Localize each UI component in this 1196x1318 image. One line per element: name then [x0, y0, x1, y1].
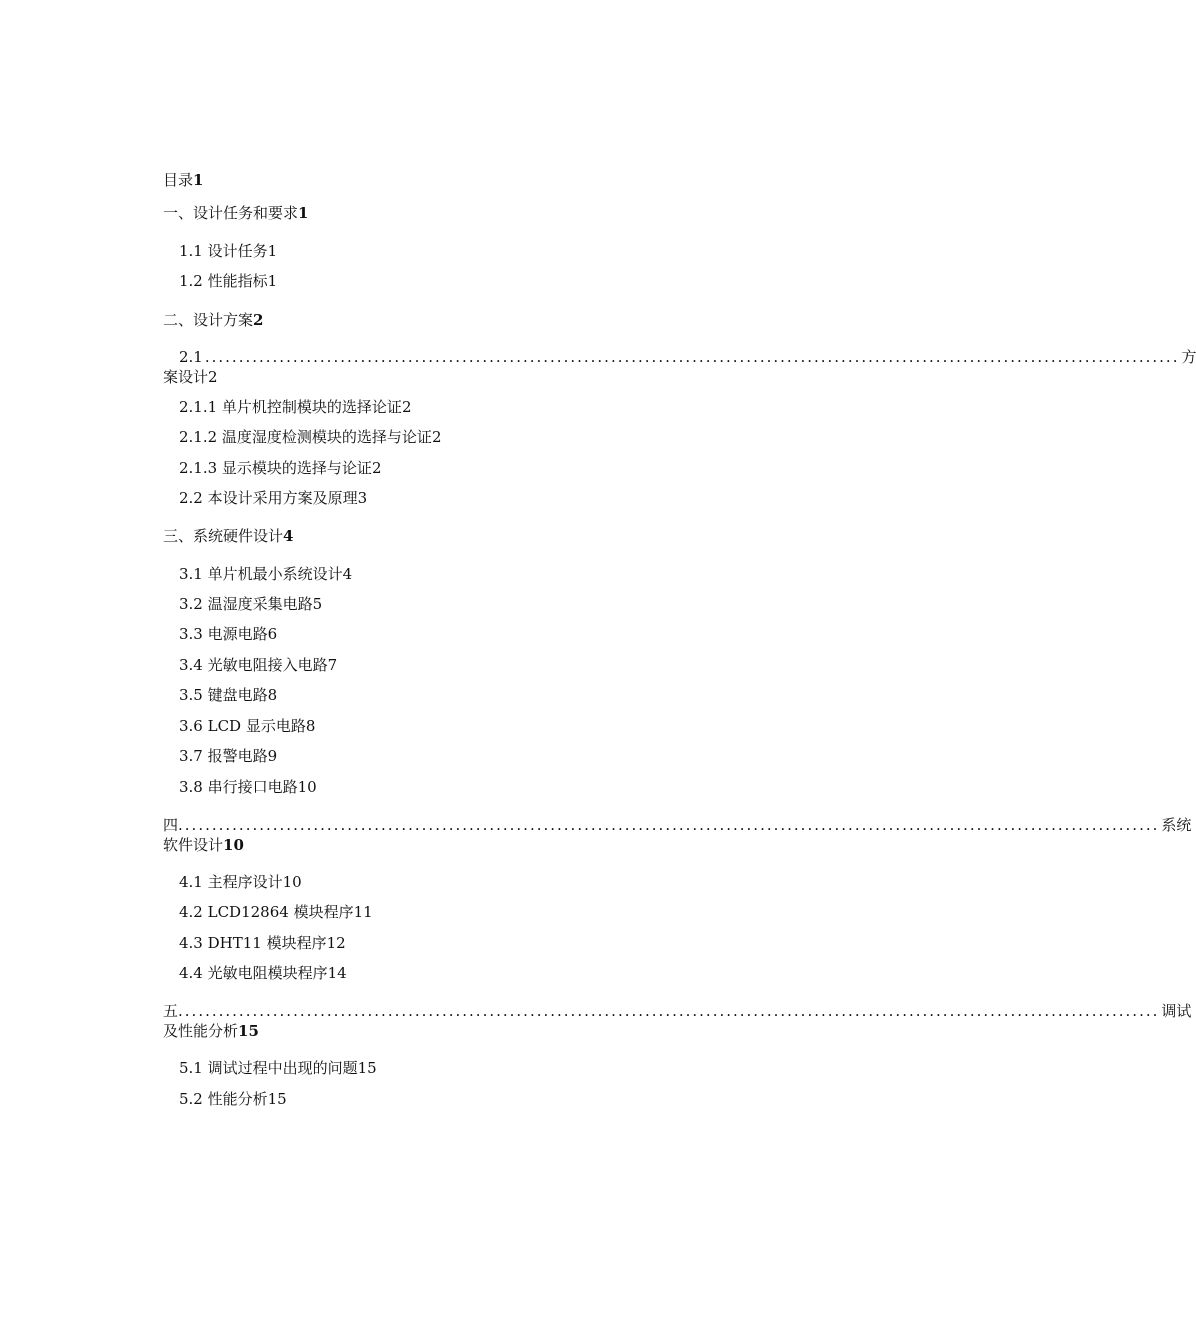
toc-entry-page: 2: [208, 368, 218, 386]
toc-entry-page: 1: [267, 242, 278, 260]
toc-entry-page: 10: [282, 873, 302, 891]
toc-entry-page: 15: [238, 1022, 259, 1040]
toc-entry-page: 1: [298, 204, 309, 222]
toc-entry-page: 9: [267, 747, 278, 765]
toc-entry-text: 3.7 报警电路: [179, 747, 268, 765]
toc-entry-page: 11: [353, 903, 373, 921]
toc-entry-1-2[interactable]: [179, 271, 277, 291]
toc-leader-dots: ................................................................................................................................................: [204, 348, 1180, 366]
toc-entry-page: 10: [297, 778, 317, 796]
toc-entry-number: 五.: [163, 1002, 183, 1020]
toc-entry-text: 4.3 DHT11 模块程序: [179, 934, 327, 952]
toc-entry-text: 4.2 LCD12864 模块程序: [179, 903, 354, 921]
toc-entry-text: 一、设计任务和要求: [163, 204, 299, 222]
toc-entry-text: 3.5 键盘电路: [179, 686, 268, 704]
toc-entry-5-1[interactable]: [179, 1058, 377, 1078]
toc-entry-text: 3.1 单片机最小系统设计: [179, 565, 343, 583]
toc-entry-page: 1: [267, 272, 278, 290]
toc-entry-2-2[interactable]: [179, 488, 367, 508]
toc-entry-2-1-continuation[interactable]: [163, 367, 218, 387]
toc-entry-number: 四.: [163, 816, 183, 834]
toc-entry-text: 3.2 温湿度采集电路: [179, 595, 313, 613]
toc-entry-text: 2.1.2 温度湿度检测模块的选择与论证: [179, 428, 432, 446]
toc-entry-page: 2: [401, 398, 412, 416]
toc-entry-text: 1.2 性能指标: [179, 272, 268, 290]
toc-entry-text: 三、系统硬件设计: [163, 527, 284, 545]
toc-entry-page: 4: [283, 527, 294, 545]
toc-entry-2-1-3[interactable]: [179, 458, 381, 478]
toc-entry-text: 4.4 光敏电阻模块程序: [179, 964, 328, 982]
toc-entry-text: 及性能分析: [163, 1022, 239, 1040]
toc-entry-4-4[interactable]: [179, 963, 347, 983]
toc-entry-page: 2: [253, 311, 264, 329]
toc-entry-text: 案设计: [163, 368, 209, 386]
toc-entry-3-4[interactable]: [179, 655, 337, 675]
toc-entry-2-1-1[interactable]: [179, 397, 411, 417]
toc-entry-2-1[interactable]: [179, 347, 1196, 367]
toc-entry-2-1-2[interactable]: [179, 427, 441, 447]
toc-entry-3-2[interactable]: [179, 594, 322, 614]
toc-entry-tail: 系统: [1161, 816, 1192, 834]
toc-title: [163, 170, 203, 190]
toc-entry-page: 7: [327, 656, 338, 674]
toc-entry-5-2[interactable]: [179, 1089, 287, 1109]
toc-entry-tail: 方: [1181, 348, 1196, 366]
toc-entry-text: 3.4 光敏电阻接入电路: [179, 656, 328, 674]
toc-entry-page: 10: [223, 836, 244, 854]
toc-entry-4-3[interactable]: [179, 933, 346, 953]
toc-title-text: 目录: [163, 171, 194, 189]
toc-entry-page: 4: [342, 565, 353, 583]
toc-entry-page: 15: [267, 1090, 287, 1108]
toc-entry-section-1[interactable]: [163, 203, 308, 223]
toc-leader-dots: ................................................................................................................................................: [184, 1002, 1160, 1020]
toc-entry-page: 6: [267, 625, 278, 643]
toc-title-page: 1: [193, 171, 204, 189]
toc-entry-3-3[interactable]: [179, 624, 277, 644]
toc-entry-section-5[interactable]: [163, 1001, 1192, 1021]
toc-entry-text: 二、设计方案: [163, 311, 254, 329]
toc-entry-1-1[interactable]: [179, 241, 277, 261]
toc-entry-3-1[interactable]: [179, 564, 352, 584]
toc-entry-text: 5.1 调试过程中出现的问题: [179, 1059, 358, 1077]
toc-entry-text: 4.1 主程序设计: [179, 873, 283, 891]
toc-entry-text: 软件设计: [163, 836, 224, 854]
toc-entry-text: 5.2 性能分析: [179, 1090, 268, 1108]
toc-entry-3-7[interactable]: [179, 746, 277, 766]
toc-entry-section-3[interactable]: [163, 526, 293, 546]
toc-entry-text: 2.2 本设计采用方案及原理: [179, 489, 358, 507]
toc-entry-text: 2.1.3 显示模块的选择与论证: [179, 459, 372, 477]
toc-entry-4-1[interactable]: [179, 872, 302, 892]
toc-leader-dots: ................................................................................................................................................: [184, 816, 1160, 834]
toc-entry-page: 3: [357, 489, 368, 507]
toc-entry-section-2[interactable]: [163, 310, 263, 330]
toc-entry-3-5[interactable]: [179, 685, 277, 705]
toc-entry-number: 2.1: [179, 348, 203, 366]
toc-entry-text: 3.8 串行接口电路: [179, 778, 298, 796]
toc-entry-page: 2: [431, 428, 442, 446]
toc-entry-section-4[interactable]: [163, 815, 1192, 835]
toc-entry-text: 2.1.1 单片机控制模块的选择论证: [179, 398, 402, 416]
toc-entry-page: 15: [357, 1059, 377, 1077]
toc-entry-page: 5: [312, 595, 323, 613]
toc-entry-text: 3.6 LCD 显示电路: [179, 717, 306, 735]
toc-entry-page: 2: [371, 459, 382, 477]
toc-entry-page: 8: [305, 717, 316, 735]
toc-entry-section-5-continuation[interactable]: [163, 1021, 259, 1041]
toc-entry-text: 3.3 电源电路: [179, 625, 268, 643]
toc-entry-3-6[interactable]: [179, 716, 315, 736]
toc-entry-page: 8: [267, 686, 278, 704]
toc-entry-text: 1.1 设计任务: [179, 242, 268, 260]
toc-entry-3-8[interactable]: [179, 777, 317, 797]
toc-entry-tail: 调试: [1161, 1002, 1192, 1020]
toc-entry-page: 12: [326, 934, 346, 952]
toc-entry-section-4-continuation[interactable]: [163, 835, 244, 855]
toc-entry-4-2[interactable]: [179, 902, 373, 922]
toc-entry-page: 14: [327, 964, 347, 982]
